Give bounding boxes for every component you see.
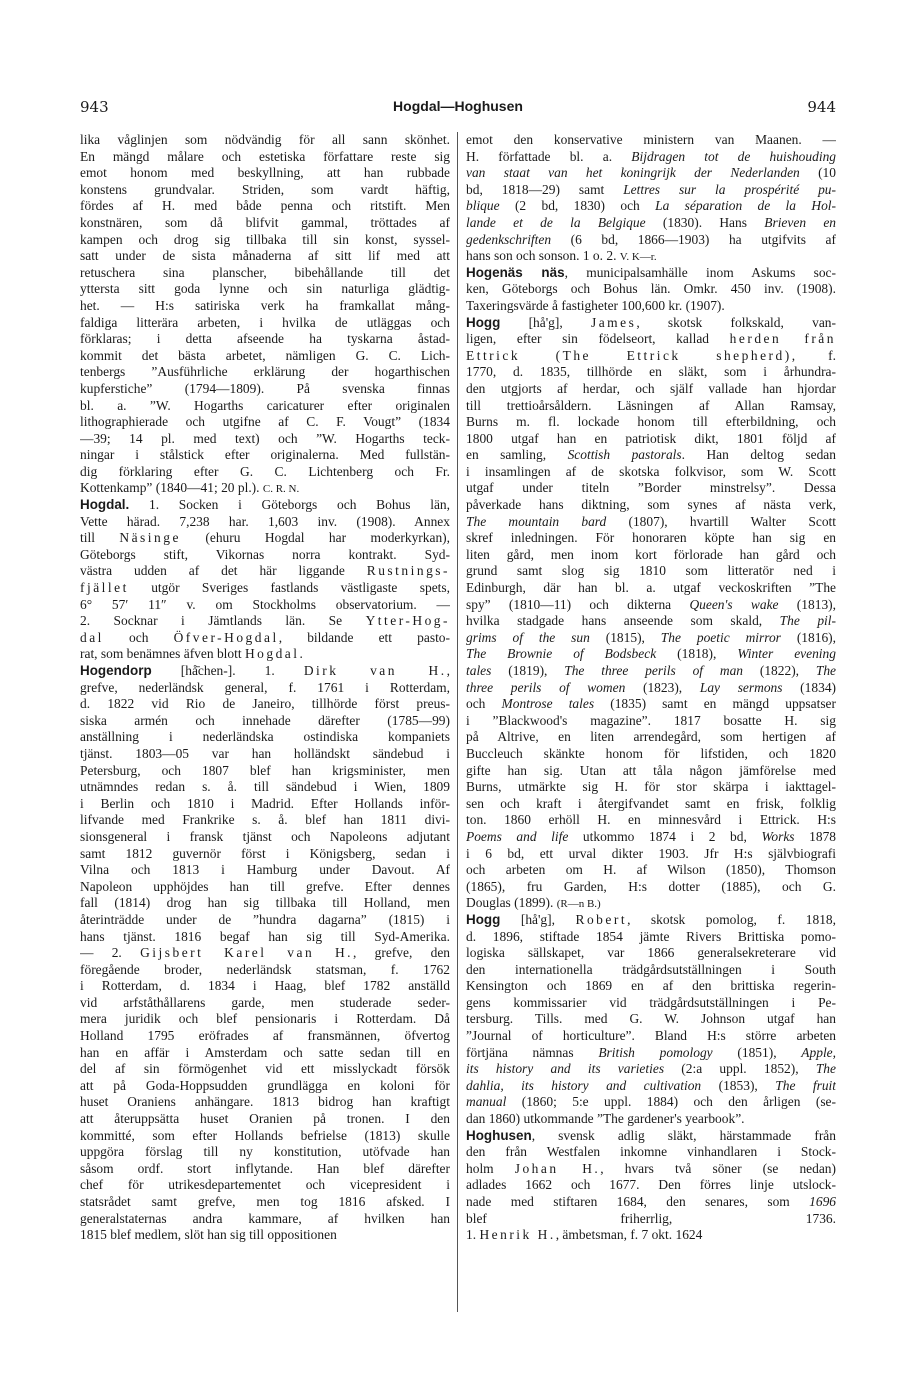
text-line: Hogenäs näs, municipalsamhälle inom Askums soc-: [466, 264, 836, 280]
text-line: Edinburgh, där han bl. a. utgaf veckoskriften ”The: [466, 580, 836, 596]
text-line: förtjäna nämnas British pomology (1851), Apple,: [466, 1044, 836, 1060]
text-line: såsom ordf. stort inflytande. Han blef därefter: [80, 1160, 450, 1176]
italic-title: three perils of women: [466, 679, 626, 695]
author-signature: (R—n B.): [556, 898, 601, 911]
text-line: blique (2 bd, 1830) och La séparation de la Hol-: [466, 198, 836, 214]
italic-title: grims of the sun: [466, 629, 590, 645]
italic-title: Queen's wake: [689, 596, 779, 612]
italic-title: 1696: [809, 1194, 836, 1209]
text-line: nade med stiftaren 1684, den senares, som 1696: [466, 1194, 836, 1209]
text-line: ligen, efter sin födelseort, kallad herden från: [466, 331, 836, 347]
text-line: västra udden af det här liggande Rustnings-: [80, 563, 450, 579]
text-line: d. 1822 vid Rio de Janeiro, tillhörde först preus-: [80, 696, 450, 712]
text-line: ton. 1860 erhöll H. en minnesvård i Ettrick. H:s: [466, 812, 836, 828]
text-line: del af sin förmögenhet vid ett misslyckadt försök: [80, 1061, 450, 1077]
text-line: 6° 57′ 11″ v. om Stockholms observatorium. —: [80, 596, 450, 612]
text-line: och arbeten om H. af Wilson (1850), Thomson: [466, 862, 836, 878]
text-line: gens kommissarier vid trädgårdsutställningen i Pe-: [466, 994, 836, 1010]
text-line: logiska sällskapet, var 1866 generalsekreterare vid: [466, 945, 836, 961]
text-line: Napoleon upphöjdes han till grefve. Efter dennes: [80, 878, 450, 894]
italic-title: The: [815, 663, 836, 678]
text-line: Poems and life utkommo 1874 i 2 bd, Works 1878: [466, 828, 836, 844]
italic-title: dahlia, its history and cultivation: [466, 1077, 702, 1093]
text-line: gedenkschriften (6 bd, 1866—1903) ha utgifvits af: [466, 231, 836, 247]
text-line: 1. Henrik H., ämbetsman, f. 7 okt. 1624: [466, 1227, 703, 1243]
text-line: bl. a. ”W. Hogarths caricaturer efter originalen: [80, 397, 450, 413]
text-line: Douglas (1899). (R—n B.): [466, 895, 601, 911]
text-line: lika våglinjen som nödvändig för all sann skönhet.: [80, 132, 450, 147]
text-line: Ettrick (The Ettrick shepherd), f.: [466, 347, 836, 363]
text-line: Hogdal. 1. Socken i Göteborgs och Bohus län,: [80, 497, 450, 513]
text-line: hans son och sonson. 1 o. 2. V. K—r.: [466, 248, 657, 264]
text-line: The mountain bard (1807), hvartill Walter Scott: [466, 513, 836, 529]
spaced-name: Hogdal: [244, 646, 300, 662]
text-line: emot honom med beskyllning, att han rubbade: [80, 165, 450, 181]
text-line: han en affär i Amsterdam och satte sedan till en: [80, 1044, 450, 1060]
spaced-name: herden från: [729, 331, 836, 347]
text-line: konstnären, som då blifvit gammal, tröttades af: [80, 214, 450, 230]
spaced-name: James: [590, 314, 637, 330]
text-line: lifvande med Frankrike s. å. blef han 1811 divi-: [80, 812, 450, 828]
text-line: i Berlin och 1810 i Madrid. Efter Hollands inför-: [80, 795, 450, 811]
italic-title: its history and its varieties: [466, 1061, 665, 1077]
text-line: Hogg [hå'g], Robert, skotsk pomolog, f. 1818,: [466, 911, 836, 927]
author-signature: C. R. N.: [262, 483, 300, 496]
italic-title: The mountain bard: [466, 513, 607, 529]
italic-title: Apple,: [801, 1044, 836, 1060]
spaced-name: Dirk van H.: [303, 663, 447, 678]
text-line: i 6 bd, ett urval dikter 1903. Jfr H:s självbiografi: [466, 845, 836, 861]
text-line: siska armén och innehade därefter (1785—99): [80, 712, 450, 728]
text-line: yttersta sitt goda lynne och sin naturliga glädtig-: [80, 281, 450, 297]
text-line: Kensington och 1869 en af den brittiska regerin-: [466, 978, 836, 994]
text-line: three perils of women (1823), Lay sermons (1834): [466, 679, 836, 695]
text-line: lande et de la Belgique (1830). Hans Brieven en: [466, 214, 836, 230]
text-line: 1800 utgaf han en patriotisk dikt, 1801 följd af: [466, 430, 836, 446]
text-line: Vilna och 1813 i Hamburg under Davout. Af: [80, 862, 450, 878]
text-line: kommit det bästa arbetet, nämligen G. C. Lich-: [80, 347, 450, 363]
headword: Hogdal.: [80, 497, 130, 513]
italic-title: tales: [466, 663, 492, 678]
text-line: den från Westfalen inkomne vinhandlaren i Stock-: [466, 1144, 836, 1160]
page-number-right: 944: [807, 98, 836, 116]
spaced-name: dal: [80, 629, 104, 645]
text-line: — 2. Gijsbert Karel van H., grefve, den: [80, 945, 450, 961]
text-line: manual (1860; 5:e uppl. 1884) och den årligen (se-: [466, 1094, 836, 1110]
text-line: samt 1812 guvernör först i Königsberg, sedan i: [80, 845, 450, 861]
italic-title: La séparation de la Hol-: [655, 198, 836, 214]
text-line: 1815 blef medlem, slöt han sig till oppositionen: [80, 1227, 337, 1243]
text-line: på Altrive, en liten arrendegård, som hertigen af: [466, 729, 836, 745]
text-line: rat, som benämnes äfven blott Hogdal.: [80, 646, 303, 662]
text-line: grefve, nederländsk general, f. 1761 i Rotterdam,: [80, 679, 450, 695]
headword: Hogg: [466, 314, 501, 330]
text-line: att på Goda-Hoppsudden grundlägga en koloni för: [80, 1077, 450, 1093]
text-line: kupferstiche” (1794—1809). På svenska finnas: [80, 380, 450, 396]
italic-title: Scottish pastorals: [567, 447, 682, 463]
text-line: till Näsinge (ehuru Hogdal har moderkyrkan),: [80, 530, 450, 546]
text-line: lithographierade och utgifne af C. F. Vougt” (1834: [80, 414, 450, 430]
italic-title: The fruit: [775, 1077, 836, 1093]
italic-title: Winter evening: [737, 646, 836, 662]
text-line: förklaras; i detta afseende ha tyskarna åstad-: [80, 331, 450, 347]
text-line: grims of the sun (1815), The poetic mirror (1816),: [466, 629, 836, 645]
text-line: ningar i stålstick efter originalerna. Med fullstän-: [80, 447, 450, 463]
spaced-name: Gijsbert Karel van H.: [140, 945, 354, 961]
text-line: H. författade bl. a. Bijdragen tot de huishouding: [466, 148, 836, 164]
headword: Hogendorp: [80, 663, 152, 678]
column-divider: [457, 132, 458, 1312]
spaced-name: Rustnings-: [366, 563, 450, 579]
text-line: att återuppsätta huset Oranien på tronen. I den: [80, 1111, 450, 1127]
text-line: Hogendorp [hå̄chen-]. 1. Dirk van H.,: [80, 663, 450, 678]
text-line: fjället utgör Sveriges fastlands västligaste spets,: [80, 580, 450, 596]
text-line: dig förklaring efter G. C. Lichtenberg och Fr.: [80, 463, 450, 479]
italic-title: Lay sermons: [699, 679, 783, 695]
text-line: Kottenkamp” (1840—41; 20 pl.). C. R. N.: [80, 480, 300, 496]
text-line: sionsgeneral i fransk tjänst och Napoleons adjutant: [80, 828, 450, 844]
text-line: adlades 1662 och 1677. Den förres linje utslock-: [466, 1177, 836, 1193]
italic-title: Bijdragen tot de huishouding: [631, 148, 836, 164]
text-line: The Brownie of Bodsbeck (1818), Winter evening: [466, 646, 836, 662]
text-line: tjänst. 1803—05 var han holländskt sändebud i: [80, 745, 450, 761]
italic-title: Montrose tales: [501, 696, 595, 712]
italic-title: manual: [466, 1094, 507, 1110]
text-line: ”Journal of horticulture”. Bland H:s större arbeten: [466, 1028, 836, 1044]
text-line: dal och Öfver-Hogdal, bildande ett pasto-: [80, 629, 450, 645]
italic-title: van staat van het koningrijk der Nederlanden: [466, 165, 800, 181]
text-line: its history and its varieties (2:a uppl. 1852), The: [466, 1061, 836, 1077]
text-line: uppgöra förslag till ny konstitution, utöfvade han: [80, 1144, 450, 1160]
text-line: blef friherrlig, 1736.: [466, 1210, 836, 1226]
text-line: bd, 1818—29) samt Lettres sur la prospérité pu-: [466, 181, 836, 197]
text-line: sen och kraft i återgifvandet samt en frisk, folklig: [466, 795, 836, 811]
text-line: den utgjorts af herdar, och själf vallade han hjordar: [466, 380, 836, 396]
headword: Hogenäs näs: [466, 264, 565, 280]
text-line: Taxeringsvärde å fastigheter 100,600 kr. (1907).: [466, 297, 725, 313]
text-line: grund samt slog sig 1810 som litteratör ned i: [466, 563, 836, 579]
text-line: den internationella trädgårdsutställningen i South: [466, 961, 836, 977]
text-line: tersburg. Tills. med G. W. Johnson utgaf han: [466, 1011, 836, 1027]
text-line: huset Oraniens anhängare. 1813 bidrog han kraftigt: [80, 1094, 450, 1110]
text-line: anställning i nederländska ostindiska kompaniets: [80, 729, 450, 745]
text-line: Holland 1795 eröfrades af fransmännen, öfvertog: [80, 1028, 450, 1044]
italic-title: The poetic mirror: [660, 629, 781, 645]
italic-title: The pil-: [779, 613, 836, 629]
text-line: skref inledningen. För honoraren köpte han sig en: [466, 530, 836, 546]
text-line: i Rotterdam, d. 1834 i Haag, blef 1782 anställd: [80, 978, 450, 994]
author-signature: V. K—r.: [619, 251, 657, 264]
text-line: chef för utrikesdepartementet och vicepresident i: [80, 1177, 450, 1193]
italic-title: gedenkschriften: [466, 231, 552, 247]
text-line: fall (1814) drog han sig tillbaka till Holland, men: [80, 895, 450, 911]
text-line: Göteborgs stift, Vikornas norra kontrakt. Syd-: [80, 546, 450, 562]
italic-title: lande et de la Belgique: [466, 214, 646, 230]
text-line: faldiga litterära arbeten, i hvilka de utläggas och: [80, 314, 450, 330]
running-title: Hogdal—Hoghusen: [393, 98, 523, 114]
text-line: utnämndes redan s. å. till sändebud i Wien, 1809: [80, 779, 450, 795]
italic-title: The: [815, 1061, 836, 1077]
text-line: spy” (1810—11) och dikterna Queen's wake (1813),: [466, 596, 836, 612]
text-line: Hoghusen, svensk adlig släkt, härstammade från: [466, 1127, 836, 1143]
page-header: [80, 98, 836, 122]
text-line: i insamlingen af de skotska folkvisor, som W. Scott: [466, 463, 836, 479]
spaced-name: fjället: [80, 580, 129, 596]
text-line: van staat van het koningrijk der Nederlanden (10: [466, 165, 836, 181]
text-line: utgaf under titeln ”Border minstrelsy”. Dessa: [466, 480, 836, 496]
text-line: konstens grundvalar. Striden, som vardt häftig,: [80, 181, 450, 197]
page-number-left: 943: [80, 98, 109, 116]
text-line: En mängd målare och estetiska författare reste sig: [80, 148, 450, 164]
italic-title: Poems and life: [466, 828, 569, 844]
text-line: Hogg [hå'g], James, skotsk folkskald, van-: [466, 314, 836, 330]
spaced-name: Ytter-Hog-: [365, 613, 450, 629]
text-line: återinträdde under de ”hundra dagarna” (1815) i: [80, 911, 450, 927]
text-line: satt under de sista månaderna af sitt lif med att: [80, 248, 450, 264]
text-line: het. — H:s satiriska verk ha framkallat mång-: [80, 297, 450, 313]
spaced-name: Öfver-Hogdal: [173, 629, 279, 645]
italic-title: The Brownie of Bodsbeck: [466, 646, 657, 662]
text-line: holm Johan H., hvars två söner (se nedan): [466, 1160, 836, 1176]
text-line: statsrådet samt grefve, men tog 1816 afsked. I: [80, 1194, 450, 1209]
italic-title: British pomology: [598, 1044, 713, 1060]
italic-title: Lettres sur la prospérité pu-: [623, 181, 836, 197]
text-line: —39; 14 pl. med text) och ”W. Hogarths teck-: [80, 430, 450, 446]
italic-title: blique: [466, 198, 500, 214]
text-line: hvilka stadgade hans anseende som skald, The pil-: [466, 613, 836, 629]
text-line: till trettioårsåldern. Läsningen af Allan Ramsay,: [466, 397, 836, 413]
text-line: kommitté, som efter Hollands befrielse (1813) skulle: [80, 1127, 450, 1143]
text-line: retuschera sina planscher, bibehållande till det: [80, 264, 450, 280]
text-line: ken, Göteborgs och Bohus län. Omkr. 450 inv. (1908).: [466, 281, 836, 297]
text-line: d. 1896, stiftade 1854 jämte Rivers Brittiska pomo-: [466, 928, 836, 944]
text-line: dahlia, its history and cultivation (1853), The fruit: [466, 1077, 836, 1093]
text-line: tenbergs ”Ausführliche erklärung der hogarthischen: [80, 364, 450, 380]
text-line: Burns m. fl. lockade honom till efterbildning, och: [466, 414, 836, 430]
text-line: i ”Blackwood's magazine”. 1817 bosatte H. sig: [466, 712, 836, 728]
text-line: kampen och drog sig tillbaka till sin konst, syssel-: [80, 231, 450, 247]
text-line: liten gård, men inom kort förlorade han gård och: [466, 546, 836, 562]
headword: Hoghusen: [466, 1127, 532, 1143]
text-line: Burns, utmärkte sig H. för stor skärpa i iakttagel-: [466, 779, 836, 795]
text-line: vid arfståthållarens garde, men studerade seder-: [80, 994, 450, 1010]
text-line: hans tjänst. 1816 begaf han sig till Syd-Amerika.: [80, 928, 450, 944]
text-line: gifte han sig. Utan att tåla någon jämförelse med: [466, 762, 836, 778]
text-line: Petersburg, och 1807 blef han krigsminister, men: [80, 762, 450, 778]
spaced-name: Robert: [575, 911, 628, 927]
spaced-name: Johan H.: [514, 1160, 601, 1176]
spaced-name: Ettrick (The Ettrick shepherd): [466, 347, 792, 363]
text-line: Vette härad. 7,238 har. 1,603 inv. (1908). Annex: [80, 513, 450, 529]
right-column: [466, 132, 836, 1342]
italic-title: Works: [761, 828, 795, 844]
text-line: föregående broder, nederländsk statsman, f. 1762: [80, 961, 450, 977]
text-line: fördes af H. med både penna och ritstift. Men: [80, 198, 450, 214]
text-line: tales (1819), The three perils of man (1822), The: [466, 663, 836, 678]
spaced-name: Henrik H.: [479, 1227, 556, 1243]
spaced-name: Näsinge: [119, 530, 181, 546]
italic-title: Brieven en: [764, 214, 836, 230]
text-line: generalstaternas andra kammare, af hvilken han: [80, 1210, 450, 1226]
text-line: (1865), fru Garden, H:s dotter (1885), och G.: [466, 878, 836, 894]
text-line: 1770, d. 1835, tillhörde en släkt, som i århundra-: [466, 364, 836, 380]
text-line: Buccleuch skänkte honom för lifstiden, och 1820: [466, 745, 836, 761]
text-line: mera juridik och blef pensionaris i Rotterdam. Då: [80, 1011, 450, 1027]
text-line: emot den konservative ministern van Maanen. —: [466, 132, 836, 147]
text-line: 2. Socknar i Jämtlands län. Se Ytter-Hog-: [80, 613, 450, 629]
italic-title: The three perils of man: [564, 663, 744, 678]
left-column: [80, 132, 450, 1342]
text-line: dan 1860) utkommande ”The gardener's yearbook”.: [466, 1111, 745, 1127]
text-line: och Montrose tales (1835) samt en mängd uppsatser: [466, 696, 836, 712]
text-line: en samling, Scottish pastorals. Han deltog sedan: [466, 447, 836, 463]
headword: Hogg: [466, 911, 501, 927]
text-line: påverkade hans diktning, som synes af nästa verk,: [466, 497, 836, 513]
